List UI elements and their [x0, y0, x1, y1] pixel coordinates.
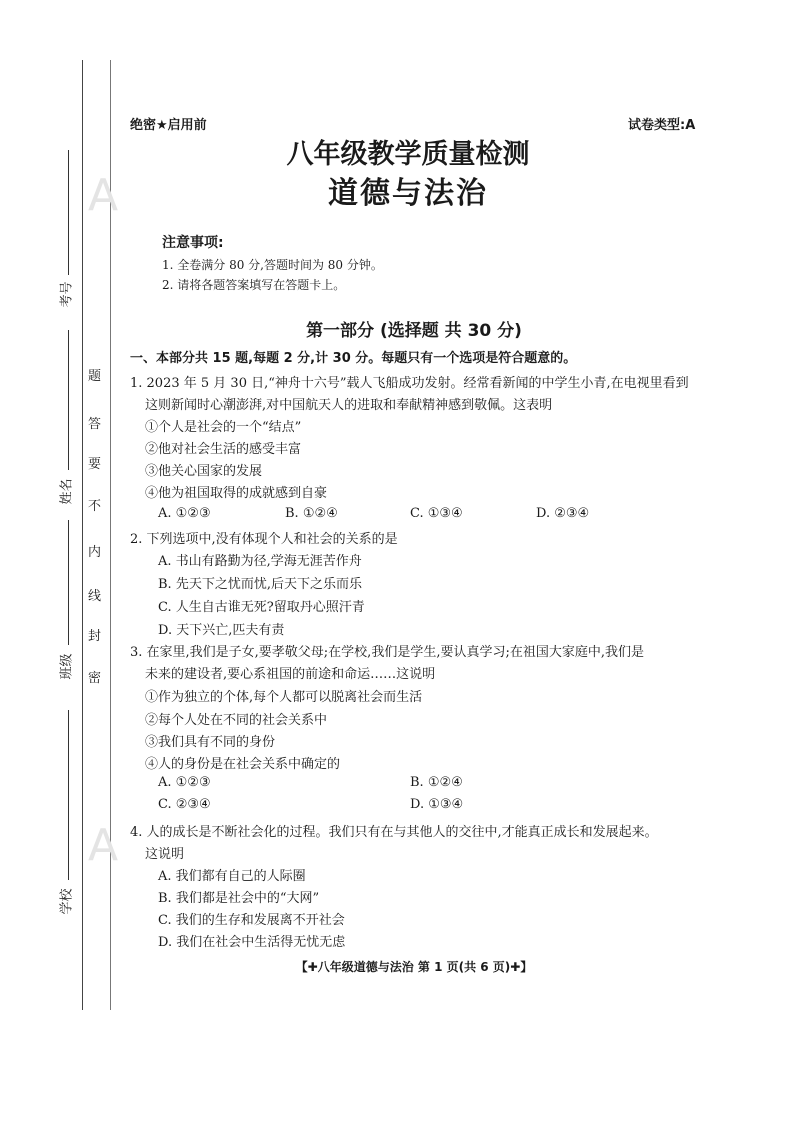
option-d: D. 我们在社会中生活得无忧无虑	[158, 935, 346, 950]
watermark: A	[88, 170, 119, 221]
option-c: C. 我们的生存和发展离不开社会	[158, 913, 345, 928]
seal-char: 封	[88, 629, 102, 644]
section-instruction: 一、本部分共 15 题,每题 2 分,计 30 分。每题只有一个选项是符合题意的。	[130, 351, 577, 366]
question-stem: 未来的建设者,要心系祖国的前途和命运……这说明	[145, 667, 436, 682]
question-stem: 2. 下列选项中,没有体现个人和社会的关系的是	[130, 532, 398, 547]
option-b: B. 我们都是社会中的“大网”	[158, 891, 320, 906]
option-c: C. ①③④	[410, 506, 463, 521]
option-a: A. 我们都有自己的人际圈	[158, 869, 306, 884]
statement: ④他为祖国取得的成就感到自豪	[145, 486, 328, 501]
question-stem: 1. 2023 年 5 月 30 日,“神舟十六号”载人飞船成功发射。经常看新闻的中学生小青,在电视里看到	[130, 376, 689, 391]
class-line	[68, 520, 69, 645]
statement: ③我们具有不同的身份	[145, 735, 276, 750]
school-line	[68, 710, 69, 880]
paper-type: 试卷类型:A	[628, 118, 696, 133]
question-stem: 4. 人的成长是不断社会化的过程。我们只有在与其他人的交往中,才能真正成长和发展起来。	[130, 825, 658, 840]
statement: ②每个人处在不同的社会关系中	[145, 713, 328, 728]
statement: ②他对社会生活的感受丰富	[145, 442, 302, 457]
option-b: B. 先天下之忧而忧,后天下之乐而乐	[158, 577, 362, 592]
part-title: 第一部分 (选择题 共 30 分)	[306, 321, 522, 341]
option-d: D. ①③④	[410, 797, 464, 812]
notice-item: 1. 全卷满分 80 分,答题时间为 80 分钟。	[162, 258, 383, 272]
option-c: C. ②③④	[158, 797, 211, 812]
option-d: D. ②③④	[536, 506, 590, 521]
option-a: A. 书山有路勤为径,学海无涯苦作舟	[158, 554, 362, 569]
watermark: A	[88, 820, 119, 871]
seal-char: 密	[88, 671, 102, 686]
seal-char: 要	[88, 457, 102, 472]
page-footer: 【✚八年级道德与法治 第 1 页(共 6 页)✚】	[295, 960, 533, 974]
seal-char: 不	[88, 499, 102, 514]
option-b: B. ①②④	[285, 506, 338, 521]
option-b: B. ①②④	[410, 775, 463, 790]
statement: ①作为独立的个体,每个人都可以脱离社会而生活	[145, 690, 423, 705]
question-stem: 这则新闻时心潮澎湃,对中国航天人的进取和奉献精神感到敬佩。这表明	[145, 398, 553, 413]
seal-char: 答	[88, 417, 102, 432]
seal-char: 题	[88, 369, 102, 384]
name-label: 姓名	[59, 478, 75, 505]
notice-heading: 注意事项:	[162, 235, 224, 251]
subject-title: 道德与法治	[328, 176, 488, 211]
notice-item: 2. 请将各题答案填写在答题卡上。	[162, 278, 346, 292]
option-d: D. 天下兴亡,匹夫有责	[158, 623, 285, 638]
option-c: C. 人生自古谁无死?留取丹心照汗青	[158, 600, 365, 615]
school-label: 学校	[59, 888, 75, 915]
name-line	[68, 330, 69, 470]
question-stem: 3. 在家里,我们是子女,要孝敬父母;在学校,我们是学生,要认真学习;在祖国大家庭中,我们是	[130, 645, 644, 660]
statement: ③他关心国家的发展	[145, 464, 263, 479]
statement: ①个人是社会的一个“结点”	[145, 420, 302, 435]
option-a: A. ①②③	[158, 775, 211, 790]
confidential-mark: 绝密★启用前	[130, 118, 207, 133]
exam-number-label: 考号	[59, 281, 75, 308]
exam-title: 八年级教学质量检测	[286, 139, 530, 170]
seal-char: 内	[88, 545, 102, 560]
option-a: A. ①②③	[158, 506, 211, 521]
statement: ④人的身份是在社会关系中确定的	[145, 757, 341, 772]
seal-char: 线	[88, 589, 102, 604]
class-label: 班级	[59, 653, 75, 680]
question-stem: 这说明	[145, 847, 185, 862]
